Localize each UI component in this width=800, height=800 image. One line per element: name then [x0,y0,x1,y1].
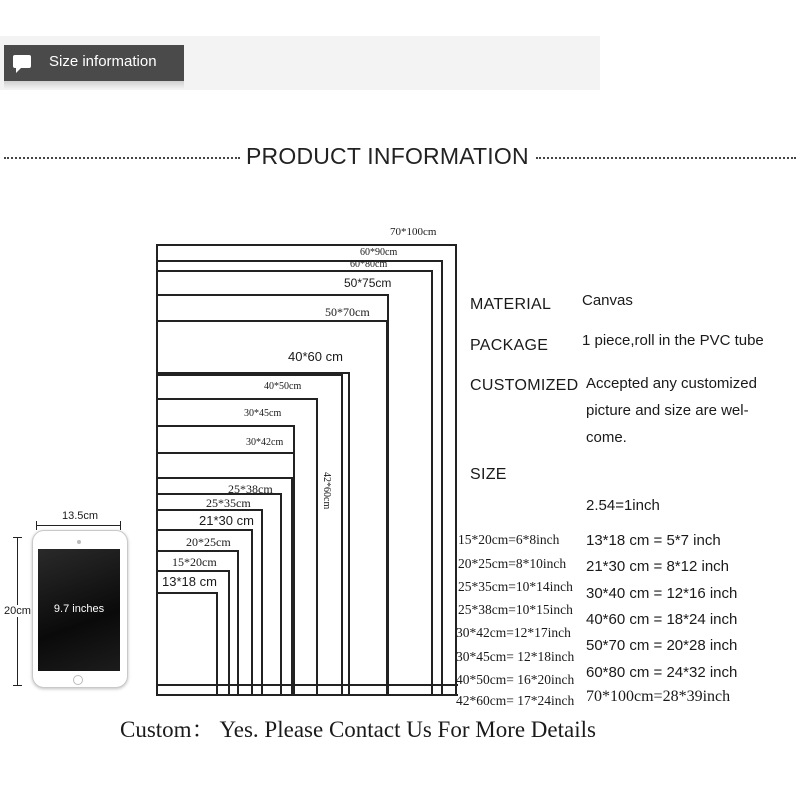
height-dimension-tick [13,685,22,686]
conversion-right: 70*100cm=28*39inch [586,688,731,705]
conversion-right: 13*18 cm = 5*7 inch [586,532,721,549]
size-label: 15*20cm [172,555,217,569]
size-information-tab[interactable] [4,45,184,81]
tablet-home-button-icon [73,675,83,685]
rect-13x18 [156,592,218,696]
conversion-left: 20*25cm=8*10inch [458,556,567,571]
size-key: SIZE [470,466,507,483]
size-label: 40*60 cm [288,349,343,364]
size-label: 13*18 cm [162,574,217,589]
conversion-right: 21*30 cm = 8*12 inch [586,558,730,575]
custom-contact-note: Custom： Yes. Please Contact Us For More Details [120,717,596,742]
dotted-divider-left [4,157,240,159]
size-label: 60*80cm [350,259,388,270]
size-label: 20*25cm [186,535,231,549]
tab-shadow [4,81,184,89]
package-value: 1 piece,roll in the PVC tube [582,332,764,349]
conversion-left: 30*45cm= 12*18inch [456,649,575,664]
diagram-bottom-line [156,694,458,696]
product-information-heading: PRODUCT INFORMATION [246,143,529,169]
chat-bubble-icon [13,55,31,68]
size-label: 70*100cm [390,226,437,238]
conversion-right: 50*70 cm = 20*28 inch [586,637,738,654]
size-label: 25*38cm [228,482,273,496]
conversion-left: 25*35cm=10*14inch [458,579,573,594]
size-label: 30*45cm [244,408,282,419]
unit-ratio: 2.54=1inch [586,497,660,514]
size-label: 50*75cm [344,276,392,290]
diagram-base-line [156,684,458,686]
package-key: PACKAGE [470,337,549,354]
material-key: MATERIAL [470,296,552,313]
size-label: 40*50cm [264,381,302,392]
size-label: 25*35cm [206,496,251,510]
conversion-left: 30*42cm=12*17inch [456,625,571,640]
height-dimension-tick [13,537,22,538]
conversion-right: 60*80 cm = 24*32 inch [586,664,738,681]
tablet-width-label: 13.5cm [62,510,99,522]
dotted-divider-right [536,157,796,159]
size-information-label: Size information [49,53,157,70]
conversion-right: 30*40 cm = 12*16 inch [586,585,738,602]
size-label: 50*70cm [325,305,370,319]
width-dimension-line [36,525,120,526]
tablet-screen-label: 9.7 inches [53,603,105,615]
conversion-left: 15*20cm=6*8inch [458,532,560,547]
customized-value: picture and size are wel- [586,402,749,419]
customized-value: Accepted any customized [586,375,757,392]
customized-key: CUSTOMIZED [470,377,579,394]
conversion-left: 42*60cm= 17*24inch [456,693,575,708]
conversion-left: 25*38cm=10*15inch [458,602,573,617]
material-value: Canvas [582,292,633,309]
size-label: 60*90cm [360,247,398,258]
conversion-left: 40*50cm= 16*20inch [456,672,575,687]
size-label: 30*42cm [246,437,284,448]
tablet-camera-icon [77,540,81,544]
customized-value: come. [586,429,627,446]
tablet-height-label: 20cm [4,605,31,617]
width-dimension-tick [120,521,121,530]
conversion-right: 40*60 cm = 18*24 inch [586,611,738,628]
width-dimension-tick [36,521,37,530]
vertical-size-label: 42*60cm [321,472,332,510]
size-label: 21*30 cm [199,513,254,528]
